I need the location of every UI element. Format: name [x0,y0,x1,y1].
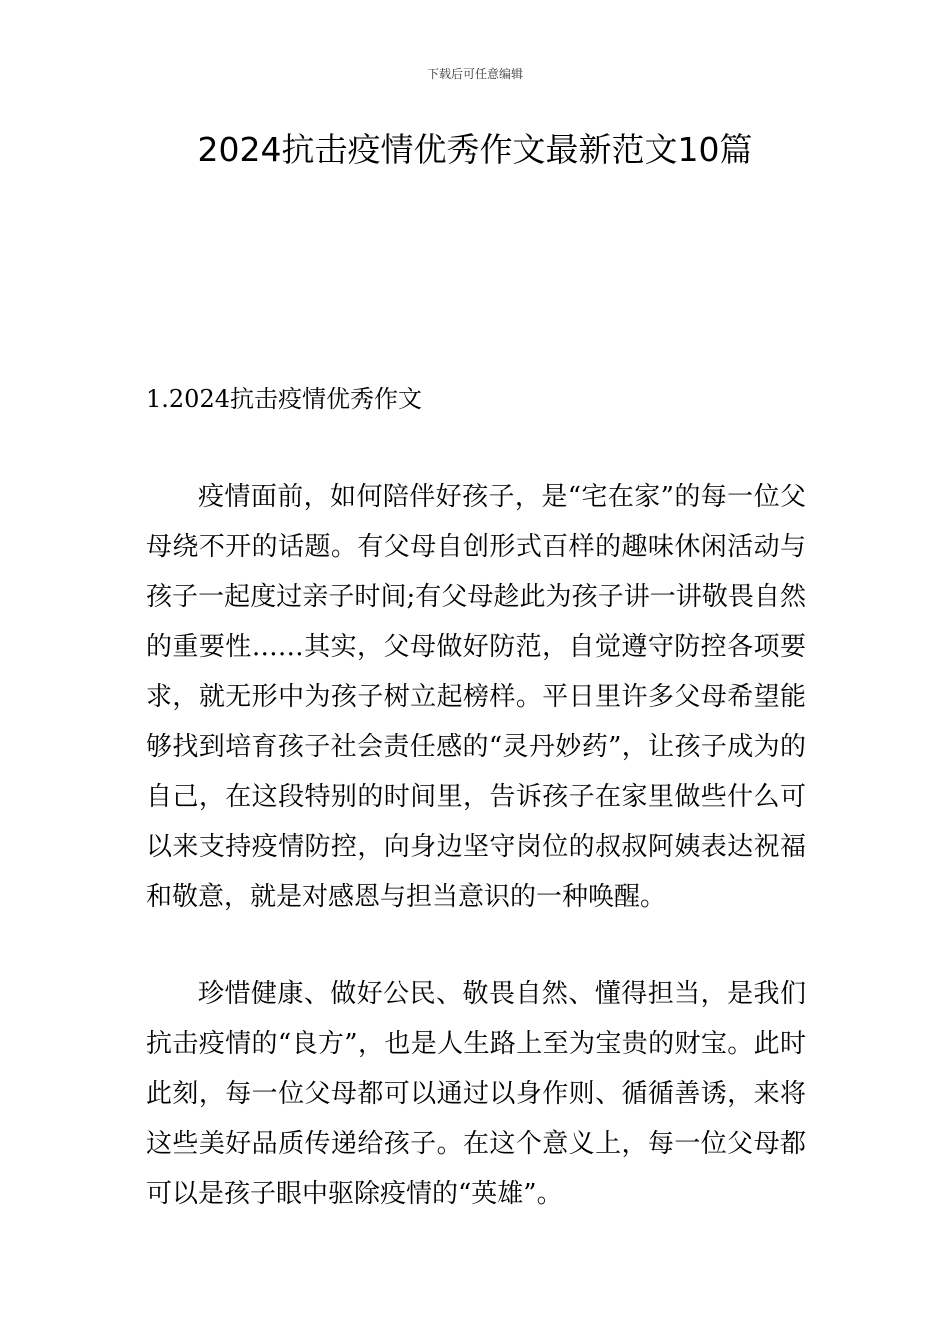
body-paragraph-2: 珍惜健康、做好公民、敬畏自然、懂得担当，是我们抗击疫情的“良方”，也是人生路上至为宝贵的财宝。此时此刻，每一位父母都可以通过以身作则、循循善诱，来将这些美好品质传递给孩子。在这个意义上，每一位父母都可以是孩子眼中驱除疫情的“英雄”。 [146,979,806,1209]
body-paragraph-1: 疫情面前，如何陪伴好孩子，是“宅在家”的每一位父母绕不开的话题。有父母自创形式百样的趣味休闲活动与孩子一起度过亲子时间;有父母趁此为孩子讲一讲敬畏自然的重要性……其实，父母做好防范，自觉遵守防控各项要求，就无形中为孩子树立起榜样。平日里许多父母希望能够找到培育孩子社会责任感的“灵丹妙药”，让孩子成为的自己，在这段特别的时间里，告诉孩子在家里做些什么可以来支持疫情防控，向身边坚守岗位的叔叔阿姨表达祝福和敬意，就是对感恩与担当意识的一种唤醒。 [146,482,806,912]
document-title: 2024抗击疫情优秀作文最新范文10篇 [197,130,753,169]
header-note: 下载后可任意编辑 [426,67,523,81]
section-heading: 1.2024抗击疫情优秀作文 [146,385,422,413]
